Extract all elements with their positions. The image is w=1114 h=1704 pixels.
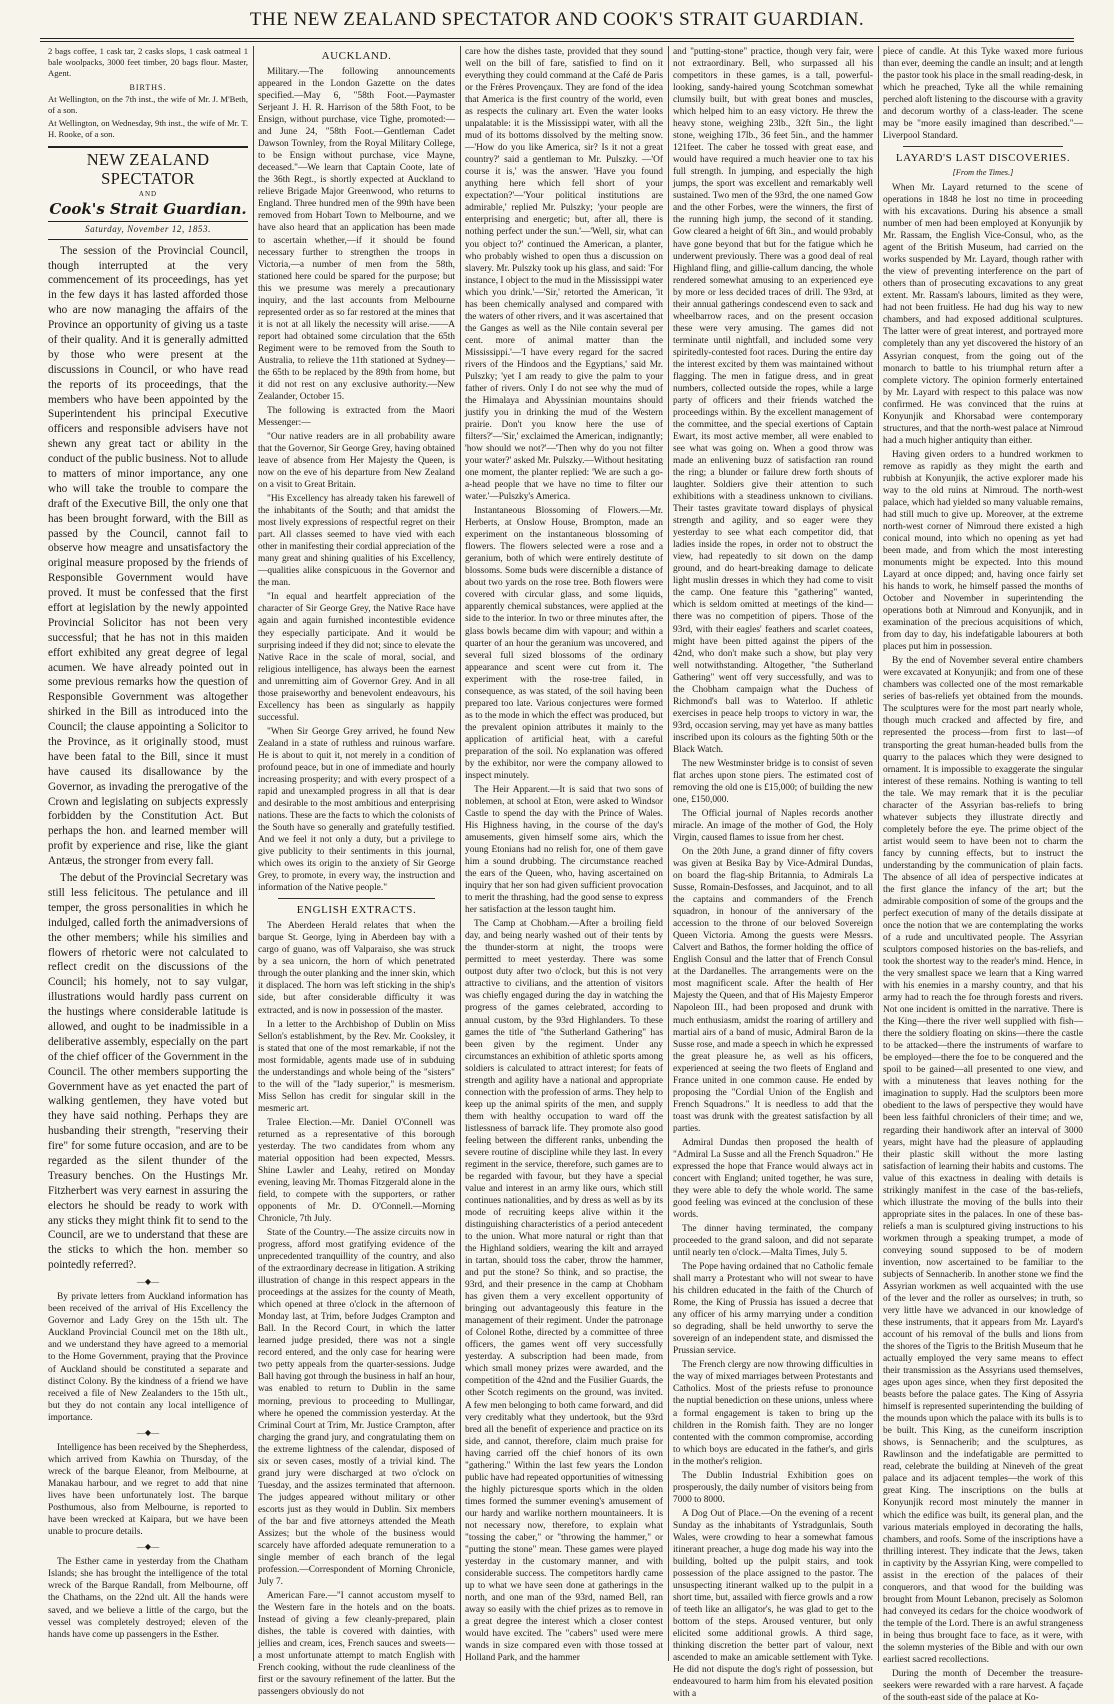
- section-heading-layard: LAYARD'S LAST DISCOVERIES.: [895, 152, 1071, 165]
- article-paragraph: The Aberdeen Herald relates that when the barque St. George, lying in Aberdeen bay with a cargo of guano, was off Valparaiso, she was struck by a sea unicorn, the horn of which penetrated through the outer planking and the inner skin, which it displaced. The horn was left sticking in the ship's side, but after considerable difficulty it was extracted, and is now in possession of the master.: [258, 921, 455, 1016]
- section-heading-english-extracts: ENGLISH EXTRACTS.: [296, 904, 417, 917]
- section-divider: —◆—: [136, 1277, 160, 1287]
- article-paragraph: In a letter to the Archbishop of Dublin on Miss Sellon's establishment, by the Rev. Mr. Cooksley, it is stated that one of the most remarkable, if not the most formidable, agents made use of in subduing the understandings and whole being of the "sisters" to the will of the "lady superior," is mesmerism. Miss Sellon has credit for singular skill in the mesmeric art.: [258, 1019, 455, 1114]
- article-paragraph: The Dublin Industrial Exhibition goes on prosperously, the daily number of visitors being from 7000 to 8000.: [673, 1470, 873, 1505]
- article-paragraph: A Dog Out of Place.—On the evening of a recent Sunday as the inhabitants of Ystradgunlais, South Wales, were crowding to hear a somewhat famous itinerant preacher, a huge dog made his way into the building, bolted up the pulpit stairs, and took possession of the place assigned to the pastor. The unsuspecting itinerant walked up to the pulpit in a short time, but, assailed with fierce growls and a row of teeth like an alligator's, he was glad to get to the bottom of the steps. Aroused venturer, but only elicited some additional growls. A third sage, thinking discretion the better part of valour, next ascended to make an amicable settlement with Tyke. He did not dispute the dog's right of possession, but endeavoured to harm him from his elevated position with a: [673, 1508, 873, 1700]
- article-paragraph: "When Sir George Grey arrived, he found New Zealand in a state of ruthless and ruinous warfare. He is about to quit it, not merely in a condition of profound peace, but in one of immediate and hourly increasing prosperity; and with every prospect of a rapid and unexampled progress in all that is dear and desirable to the most ambitious and enterprising nations. These are the facts to which the colonists of the South have so generally and gratefully testified. And we feel it not only a duty, but a privilege to give publicity to their sentiments in this journal, which owes its origin to the anxiety of Sir George Grey, to promote, in every way, the instruction and information of the Native people.": [258, 726, 455, 894]
- section-divider: —◆—: [136, 1542, 160, 1552]
- section-heading-auckland: AUCKLAND.: [321, 50, 392, 62]
- article-paragraph: Having given orders to a hundred workmen to remove as rapidly as they might the earth and rubbish at Konyunjik, the active explorer made his way to the old ruins at Nimroud. The north-west palace, which had yielded so many valuable remains, had still much to give up. Moreover, at the extreme north-west corner of Nimroud there existed a high conical mound, into which no opening as yet had been made, and from which the most interesting monuments might be expected. Into this mound Layard at once dipped; and, having once fairly set his hands to work, he himself passed the months of October and November in superintending the operations both at Nimroud and Konyunjik, and in examination of the precious acquisitions of which, from day to day, his indefatigable labourers at both places put him in possession.: [883, 449, 1083, 653]
- article-paragraph: Military.—The following announcements appeared in the London Gazette on the dates specified.—May 6, "58th Foot.—Paymaster Serjeant J. H. R. Harrison of the 58th Foot, to be Ensign, without purchase, vice Tighe, promoted:—and June 24, "58th Foot.—Gentleman Cadet Dawson Townley, from the Royal Military College, to be Ensign without purchase, vice Mayne, deceased."—We learn that Captain Coote, late of the 36th Regt., is shortly expected at Auckland to relieve Brigade Major Greenwood, who returns to England. Three hundred men of the 99th have been removed from Hobart Town to Melbourne, and we have also heard that an application has been made to ascertain whether,—if it should be found necessary further to strengthen the troops in Victoria,—a number of men from the 58th, stationed here could be spared for the purpose; but this we presume was merely a precautionary inquiry, and the last accounts from Melbourne represented order as so far restored at the mines that it is not at all likely the necessity will arise.——A report had obtained some circulation that the 65th Regiment were to be removed from the South to Australia, to relieve the 11th stationed at Sydney—the 65th to be replaced by the 89th from home, but it did not rest on any exclusive authority.—New Zealander, October 15.: [258, 67, 455, 402]
- masthead-rule: [40, 38, 1074, 39]
- article-paragraph: piece of candle. At this Tyke waxed more furious than ever, deeming the candle an insult; and at length the pastor took his place in the small reading-desk, in which he preached, Tyke all the while remaining perched aloft listening to the discourse with a gravity and decorum worthy of a class-leader. The scene may be "more easily imagined than described."—Liverpool Standard.: [883, 47, 1083, 142]
- editorial-paragraph: The debut of the Provincial Secretary was still less felicitous. The petulance and ill temper, the gross personalities in which he indulged, called forth the animadversions of the other members; while his similies and flowers of rhetoric were not calculated to reflect credit on the discussions of the Council; his homely, not to say vulgar, illustrations would hardly pass current on the hustings where considerable latitude is allowed, and ought to be inadmissible in a deliberative assembly, especially on the part of the chief officer of the Government in the Council. The other members supporting the Government have as yet enacted the part of walking gentlemen, they have voted but they have said nothing. Perhaps they are husbanding their strength, "reserving their fire" for some future occasion, and are to be regarded as the silent thunder of the Treasury benches. On the Hustings Mr. Fitzherbert was very earnest in assuring the electors he should be ready to work with any sticks they might think fit to send to the Council, are we to understand that these are the sticks to which the hon. member so pointedly referred?.: [48, 872, 248, 1272]
- article-paragraph: Tralee Election.—Mr. Daniel O'Connell was returned as a representative of this borough yesterday. The two candidates from whom any material opposition had been expected, Messrs. Shine Lawler and Leahy, retired on Monday evening, leaving Mr. Thomas Fitzgerald alone in the field, to compete with the supporters, or rather opponents of Mr. D. O'Connell.—Morning Chronicle, 7th July.: [258, 1117, 455, 1225]
- article-paragraph: Instantaneous Blossoming of Flowers.—Mr. Herberts, at Onslow House, Brompton, made an experiment on the instantaneous blossoming of flowers. The flowers selected were a rose and a geranium, both of which were entirely destitute of blossoms. Some buds were discernible a distance of about two yards on the rose tree. Both flowers were covered with circular glass, and some liquids, apparently chemical substances, were applied at the side to the interior. In two or three minutes after, the glass bowls became dim with vapour; and within a quarter of an hour the geranium was uncovered, and several full sized blossoms of the ordinary appearance and scent were cut from it. The experiment with the rose-tree failed, in consequence, as was stated, of the soil having been prepared too late. Various conjectures were formed as to the mode in which the effect was produced, but the prevalent opinion attributes it mainly to the application of artificial heat, with a careful preparation of the soil. No explanation was offered by the exhibitor, nor were the company allowed to inspect minutely.: [465, 506, 663, 781]
- column-rule: [878, 46, 879, 1661]
- births-heading: BIRTHS.: [129, 83, 167, 92]
- article-paragraph: On the 20th June, a grand dinner of fifty covers was given at Besika Bay by Vice-Admiral Dundas, on board the flag-ship Britannia, to Admirals La Susse, Romain-Desfosses, and Jacquinot, and to all the captains and commanders of the French squadron, in honour of the anniversary of the accession to the throne of our beloved Sovereign Queen Victoria. Among the guests were Messrs. Calvert and Bathos, the former holding the office of English Consul and the latter that of French Consul at the Dardanelles. The arrangements were on the most magnificent scale. After the health of Her Majesty the Queen, and that of His Majesty Emperor Napoleon III., had been proposed and drunk with much enthusiasm, amidst the roaring of artillery and martial airs of a band of music, Admiral Baron de la Susse rose, and made a speech in which he expressed the great pleasure he, as well as his officers, experienced at seeing the two fleets of England and France united in one common cause. He ended by proposing the "Cordial Union of the English and French Squadrons." It is needless to add that the toast was drunk with the greatest satisfaction by all parties.: [673, 847, 873, 1134]
- column-rule: [668, 46, 669, 1661]
- article-paragraph: The Camp at Chobham.—After a broiling field day, and being nearly washed out of their tents by the thunder-storm at night, the troops were permitted to meet yesterday. There was some outpost duty after two o'clock, but this is not very attractive to civilians, and the attention of visitors was chiefly engaged during the day in watching the progress of the games celebrated, according to annual custom, by the 93rd Highlanders. To these games the title of "the Sutherland Gathering" has been given by the regiment. Under any circumstances an exhibition of athletic sports among soldiers is calculated to attract interest; for feats of strength and agility have a national and appropriate connection with the profession of arms. They help to keep up the animal spirits of the men, and supply them with healthy occupation to ward off the listlessness of barrack life. They promote also good feeling between the different ranks, unbending the severe routine of discipline while they last. In every regiment in the service, therefore, such games are to be regarded with favour, but they have a special value and interest in an army like ours, which still continues nationalities, and by dress as well as by its mode of recruiting keeps alive within it the distinguishing characteristics of a period antecedent to the union. What more natural or right than that the Highland soldiers, wearing the kilt and arrayed in tartan, should toss the caber, throw the hammer, and put the stone? So think, and so practise, the 93rd, and their presence in the camp at Chobham has given them a very excellent opportunity of bringing out advantageously this feature in the management of their regiment. Under the patronage of Colonel Rothe, directed by a committee of three officers, the games went off very successfully yesterday. A subscription had been made, from which small money prizes were awarded, and the competition of the 42nd and the Fusilier Guards, the other Scotch regiments on the ground, was invited. A few men belonging to both came forward, and did very creditably what they undertook, but the 93rd bred all the benefit of experience and practice on its side, and cannot, therefore, claim much praise for having carried off the chief honors of its own "gathering." Within the last few years the London public have had repeated opportunities of witnessing the highly picturesque sports which in the olden times formed the summer evening's amusement of our hardy and warlike northern mountaineers. It is not necessary now, therefore, to explain what "tossing the caber," or "throwing the hammer," or "putting the stone" mean. These games were played yesterday in the customary manner, and with considerable success. The competitors hardly came up to what we have seen done at gatherings in the north, and one man of the 93rd, named Bell, ran away so easily with the chief prizes as to remove in a great degree the interest which a closer contest would have excited. The "cabers" used were mere wands in size compared even with those tossed at Holland Park, and the hammer: [465, 919, 663, 1664]
- shipping-cargo: 2 bags coffee, 1 cask tar, 2 casks slops, 1 cask oatmeal 1 bale woolpacks, 3000 feet timber, 20 bags flour. Master, Agent.: [48, 46, 248, 78]
- article-paragraph: care how the dishes taste, provided that they sound well on the bill of fare, satisfied to find on it everything they could command at the Café de Paris or the Frères Provençaux. They are fond of the idea that America is the first country of the world, even as respects the culinary art. Even the water looks unpalatable: it is the Mississippi water, with all the mud of its bottoms dissolved by the melting snow.—'How do you like America, sir? Is it not a great country?' said a gentleman to Mr. Pulszky. —'Of course it is,' was the answer. 'Have you found anything here which fell short of your expectation?'—'Your political institutions are admirable,' replied Mr. Pulszky; 'your people are enterprising and energetic; but, after all, there is nothing perfect under the sun.'—'Well, sir, what can you object to?' continued the American, a planter, who probably wished to open thus a discussion on slavery. Mr. Pulszky took up his glass, and said: 'For instance, I object to the mud in the Mississippi water which you drink.'—'Sir,' retorted the American, 'it has been chemically analysed and compared with the waters of other rivers, and it was ascertained that the Ganges as well as the Nile contain several per cent. more of animal matter than the Mississippi.'—'I have every regard for the sacred rivers of the Hindoos and the Egyptians,' said Mr. Pulszky; 'yet I am ready to give the palm to your father of rivers. Only I do not see why the mud of the Himalaya and Abyssinian mountains should justify you in drinking the mud of the Western prairie. Don't you know here the use of filters?'—'Sir,' exclaimed the American, indignantly; 'how should we not?'—'Then why do you not filter your water?' asked Mr. Pulszky.—Without hesitating one moment, the planter replied: 'We are such a go-a-head people that we have no time to filter our water.'—Pulszky's America.: [465, 47, 663, 503]
- article-paragraph: When Mr. Layard returned to the scene of operations in 1848 he lost no time in proceeding with his excavations. During his absence a small number of men had been employed at Konyunjik by Mr. Rassam, the English Vice-Consul, who, as the agent of the British Museum, had carried on the works suspended by Mr. Layard, though rather with the view of preventing interference on the part of others than of prosecuting excavations to any great extent. Mr. Rassam's labours, limited as they were, had not been fruitless. He had dug his way to new chambers, and had exposed additional sculptures. The latter were of great interest, and portrayed more completely than any yet discovered the history of an Assyrian conquest, from the going out of the monarch to battle to his triumphal return after a complete victory. The opinion formerly entertained by Mr. Layard with respect to this palace was now confirmed. He was convinced that the ruins at Konyunjik and Khorsabad were contemporary structures, and that the north-west palace at Nimroud had a much higher antiquity than either.: [883, 183, 1083, 446]
- nameplate-title: NEW ZEALAND SPECTATOR: [86, 150, 210, 189]
- article-paragraph: The French clergy are now throwing difficulties in the way of mixed marriages between Protestants and Catholics. Most of the priests refuse to pronounce the nuptial benediction on these unions, unless where a formal engagement is taken to bring up the children in the Romish faith. They are no longer contented with the common compromise, according to which boys are educated in the father's, and girls in the mother's religion.: [673, 1360, 873, 1467]
- nameplate-and: AND: [138, 190, 158, 199]
- news-paragraph: Intelligence has been received by the Shepherdess, which arrived from Kawhia on Thursday, of the wreck of the barque Eleanor, from Melbourne, at Manakau harbour, and we regret to add that nine lives have been unfortunately lost. The barque Posthumous, also from Melbourne, is reported to have been wrecked at Kaipara, but we have been unable to procure details.: [48, 1442, 248, 1538]
- article-paragraph: State of the Country.—The assize circuits now in progress, afford most gratifying evidence of the unprecedented tranquillity of the country, and also of the extraordinary decrease in litigation. A striking illustration of change in this respect appears in the proceedings at the assizes for the county of Meath, which opened at three o'clock in the afternoon of Monday last, at Trim, before Judges Crampton and Ball. In the Record Court, in which the latter learned judge presided, there was not a single record entered, and the only case for hearing were two petty appeals from the quarter-sessions. Judge Ball having got through the business in half an hour, was enabled to return to Dublin in the same morning, previous to proceeding to Mullingar, where he opened the commission yesterday. At the Criminal Court at Trim, Mr. Justice Crampton, after charging the grand jury, and congratulating them on the extreme lightness of the calendar, disposed of six or seven cases, mostly of a trivial kind. The grand jury were discharged at two o'clock on Tuesday, and the assizes terminated that afternoon. The judges appeared without military or other escorts just as they would in Dublin. Six members of the bar and five attorneys attended the Meath Assizes; but the whole of the business would scarcely have afforded adequate remuneration to a single member of each branch of the legal profession.—Correspondent of Morning Chronicle, July 7.: [258, 1228, 455, 1587]
- column-rule: [253, 46, 254, 1661]
- editorial-paragraph: The session of the Provincial Council, though interrupted at the very commencement of its proceedings, has yet in the few days it has lasted afforded those who are now managing the affairs of the Province an opportunity of giving us a taste of their quality. And it is generally admitted by those who were present at the discussions in Council, or who have read the reports of its proceedings, that the members who have been appointed by the Superintendent his principal Executive officers and responsible advisers have not shewn any great tact or ability in the conduct of the public business. Not to allude to matters of minor importance, any one who will take the trouble to compare the draft of the Executive Bill, the only one that has been brought forward, with the Bill as passed by the Council, cannot fail to observe how meagre and unsatisfactory the original measure proposed by the friends of Responsible Government would have proved. It must be confessed that the first effort at legislation by the newly appointed Provincial Solicitor has not been very successful; that he has not in this maiden effort exhibited any great degree of legal acumen. We have already pointed out in some previous remarks how the question of Responsible Government was altogether shirked in the Bill as introduced into the Council; the clause appointing a Solicitor to the Province, as it originally stood, must have been fatal to the Bill, since it must have caused its disallowance by the Governor, as invading the prerogative of the Crown and legislating on subjects expressly forbidden by the Constitution Act. But perhaps the hon. and learned member will profit by experience and rise, like the giant Antæus, the stronger from every fall.: [48, 244, 248, 868]
- column-4: [673, 46, 873, 1700]
- article-paragraph: The Pope having ordained that no Catholic female shall marry a Protestant who will not swear to have his children educated in the faith of the Church of Rome, the King of Prussia has issued a decree that any officer of his army marrying under a condition so degrading, shall be held unworthy to serve the sovereign of an independent state, and dismissed the Prussian service.: [673, 1262, 873, 1357]
- article-paragraph: American Fare.—"I cannot accustom myself to the Western fare in the hotels and on the boats. Instead of giving a few cleanly-prepared, plain dishes, the table is covered with dainties, with jellies and cream, ices, French sauces and sweets—a most unfortunate attempt to match English with French cooking, without the rude cleanliness of the first or the savoury refinement of the latter. But the passengers obviously do not: [258, 1591, 455, 1698]
- column-1: [48, 46, 248, 1661]
- article-paragraph: The new Westminster bridge is to consist of seven flat arches upon stone piers. The estimated cost of removing the old one is £15,000; of building the new one, £150,000.: [673, 758, 873, 805]
- section-rule: [903, 146, 1063, 147]
- article-paragraph: and "putting-stone" practice, though very fair, were not extraordinary. Bell, who surpassed all his competitors in these games, is a tall, powerful-looking, sandy-haired young Scotchman somewhat clumsily built, but with great bones and muscles, which helped him to an easy victory. He threw the heavy stone, weighing 23lb., 32ft 5in., the light stone, weighing 17lb., 36 feet 5in., and the hammer 121feet. The caber he tossed with great ease, and would have required a much heavier one to tax his full strength. In jumping, and especially the high jumps, the sport was excellent and remarkably well sustained. Two men of the 93rd, the one named Gow and the other Forbes, were the winners, the first of the running high jump, the second of it standing. Gow cleared a height of 6ft 3in., and would probably have gone beyond that but for the fatigue which he underwent previously. There was a good deal of real Highland fling, and gillie-callum dancing, the whole rendered somewhat amusing to an experienced eye by more or less decided traces of drill. The 93rd, at their annual gatherings condescend even to sack and wheelbarrow races, and on the present occasion these were very amusing. The games did not terminate until nightfall, and included some very spiritedly-contested foot races. During the entire day the interest excited by them was maintained without flagging. The men in fatigue dress, and in great numbers, collected outside the ropes, while a large party of officers and their friends watched the proceedings within. By the excellent management of the committee, and the special exertions of Captain Ewart, its most active member, all were enabled to see what was going on. When a good throw was made an enlivening buzz of satisfaction ran round the ring; a blunder or failure drew forth shouts of laughter. Soldiers give their attention to such exhibitions with a steadiness unknown to civilians. Their tastes gravitate toward displays of physical strength and agility, and so eager were they yesterday to see what each competitor did, that ladies inside the ropes, in order not to obstruct the view, had repeatedly to sit down on the damp ground, and do heart-breaking damage to delicate light muslin dresses in which they had come to visit the camp. One feature this "gathering" wanted, which is seldom omitted at meetings of the kind—there was no competition of pipers. Those of the 93rd, with their eagles' feathers and scarlet coatees, might have been pitted against the pipers of the 42nd, who don't make such a show, but play very well notwithstanding. Altogether, "the Sutherland Gathering" went off very successfully, and was to the Chobham campaign what the Duchess of Richmond's ball was to Waterloo. If athletic exercises in peace help troops to victory in war, the 93rd, occasion serving, may yet have as many battles inscribed upon its colours as the fighting 50th or the Black Watch.: [673, 47, 873, 755]
- running-head-title: THE NEW ZEALAND SPECTATOR AND COOK'S STRAIT GUARDIAN.: [249, 9, 865, 30]
- article-paragraph: The Heir Apparent.—It is said that two sons of noblemen, at school at Eton, were asked to Windsor Castle to spend the day with the Prince of Wales. His Highness having, in the course of the day's amusements, given himself some airs, which the young Etonians had no relish for, one of them gave him a sound drubbing. The circumstance reached the ears of the Queen, who, having ascertained on inquiry that her son had given sufficient provocation to merit the thrashing, had the good sense to express her satisfaction at the lesson taught him.: [465, 784, 663, 916]
- running-head: [0, 0, 1114, 40]
- news-paragraph: The Esther came in yesterday from the Chatham Islands; she has brought the intelligence of the total wreck of the Barque Randall, from Melbourne, off the Chathams, on the 22nd ult. All the hands were saved, and we believe a little of the cargo, but the vessel was completely destroyed; eleven of the hands have come up passengers in the Esther.: [48, 1557, 248, 1640]
- nameplate-subtitle: Cook's Strait Guardian.: [49, 200, 247, 219]
- column-rule: [460, 46, 461, 1661]
- article-paragraph: "His Excellency has already taken his farewell of the inhabitants of the South; and that amidst the most lively expressions of respectful regret on their part. All classes seemed to have vied with each other in manifesting their cordial appreciation of the many great and shining qualities of his Excellency,—qualities alike conspicuous in the Governor and the man.: [258, 494, 455, 589]
- column-3: [465, 46, 663, 1664]
- article-paragraph: By the end of November several entire chambers were excavated at Konyunjik; and from one of these chambers was collected one of the most remarkable series of bas-reliefs yet obtained from the mounds. The sculptures were for the most part nearly whole, though much cracked and affected by fire, and represented the process—from first to last—of transporting the great human-headed bulls from the quarry to the palaces which they were designed to ornament. It is impossible to exaggerate the singular interest of these remains. Nothing is wanting to tell the tale. We may remark that it is the peculiar character of the Assyrian bas-reliefs to bring whatever subjects they illustrate directly and completely before the eye. The prime object of the artist would seem to have been not to charm the fancy by cunning effects, but to instruct the understanding by the communication of plain facts. The absence of all idea of perspective indicates at the first glance the infancy of the art; but the admirable composition of some of the groups and the perfect execution of many of the details dissipate at once the notion that we are contemplating the works of a rude and uncultivated people. The Assyrian sculptors composed histories on the bas-reliefs, and took the shortest way to the reader's mind. Hence, in the very smallest space we learn that a King warred with his enemies in a marshy country, and that his army had to reach the foe through forests and rivers. Not one incident is omitted in the narrative. There is the King—there the river well supplied with fish—there the soldiery floating on skins—there the castle to be attacked—there the instruments of warfare to be employed—there the foe to be conquered and the spoil to be gained—all presented to one view, and with a minuteness that leaves nothing for the imagination to supply. Had the sculptors been more obedient to the laws of perspective they would have been less faithful chroniclers of their time; and we, regarding their handiwork after an interval of 3000 years, might have had the pleasure of applauding their plastic skill without the more lasting satisfaction of learning their habits and customs. The value of this exactness in dealing with details is strikingly manifest in the case of the bas-reliefs, which illustrate the moving of the bulls into their appropriate sites in the palaces. In one of these bas-reliefs a man is sculptured giving instructions to his workmen through a speaking trumpet, a mode of conveying sound supposed to be of modern invention, now ascertained to be familiar to the subjects of Sennacherib. In another stone we find the Assyrian workmen as well acquainted with the use of the lever and the roller as ourselves; in truth, so very little have we advanced in our knowledge of these instruments, that it appears from Mr. Layard's account of his removal of the bulls and lions from the shores of the Tigris to the British Museum that he actually employed the very same means to effect their transmission as the Assyrians used themselves, ages upon ages since, when they first deposited the beasts before the palace gates. The King of Assyria himself is represented superintending the building of the mounds upon which the palace with its bulls is to be built. This King, as the cuneiform inscription shows, is Sennacherib; and the sculptures, as Rawlinson and the indefatigable are permitted to read, celebrate the building at Nineveh of the great palace and its adjacent temples—the work of this great King. The inscriptions on the bulls at Konyunjik record most minutely the manner in which the edifice was built, its general plan, and the various materials employed in decorating the halls, chambers, and roofs. Some of the inscriptions have a thrilling interest. They indicate that the Jews, taken in captivity by the Assyrian King, were compelled to assist in the erection of the palaces of their conquerors, and that wood for the building was brought from Mount Lebanon, precisely as Solomon had conveyed its cedars for the choice woodwork of the temple of the Lord. There is an awful strangeness in being thus brought face to face, as it were, with the solemn mysteries of the Bible and with our own earliest sacred recollections.: [883, 656, 1083, 1665]
- news-paragraph: By private letters from Auckland information has been received of the arrival of His Excellency the Governor and Lady Grey on the 15th ult. The Auckland Provincial Council met on the 18th ult., and we understand they have agreed to a memorial to the Home Government, praying that the Province of Auckland should be constituted a separate and distinct Colony. By the kindness of a friend we have received a file of New Zealanders to the 15th ult., but they do not contain any local intelligence of importance.: [48, 1292, 248, 1423]
- source-credit: [From the Times.]: [952, 168, 1014, 178]
- article-paragraph: "Our native readers are in all probability aware that the Governor, Sir George Grey, having obtained leave of absence from Her Majesty the Queen, is now on the eve of his departure from New Zealand on a visit to Great Britain.: [258, 432, 455, 491]
- column-5: [883, 46, 1083, 1703]
- issue-date: Saturday, November 12, 1853.: [48, 221, 248, 236]
- article-paragraph: The following is extracted from the Maori Messenger:—: [258, 405, 455, 428]
- birth-notice: At Wellington, on the 7th inst., the wife of Mr. J. M'Beth, of a son.: [48, 94, 248, 116]
- section-divider: —◆—: [136, 1427, 160, 1437]
- article-paragraph: Admiral Dundas then proposed the health of "Admiral La Susse and all the French Squadron." He expressed the hope that France would always act in concert with England; united together, he was sure, they were able to defy the whole world. The same good feeling was evinced at the conclusion of these words.: [673, 1137, 873, 1220]
- nameplate: [48, 146, 248, 239]
- article-paragraph: The dinner having terminated, the company proceeded to the grand saloon, and did not separate until nearly ten o'clock.—Malta Times, July 5.: [673, 1224, 873, 1259]
- article-paragraph: The Official journal of Naples records another miracle. An image of the mother of God, the Holy Virgin, caused flames to issue from her chest.: [673, 808, 873, 844]
- birth-notice: At Wellington, on Wednesday, 9th inst., the wife of Mr. T. H. Rooke, of a son.: [48, 118, 248, 140]
- article-paragraph: "In equal and heartfelt appreciation of the character of Sir George Grey, the Native Race have again and again furnished incontestible evidence they especially participate. And it would be surprising indeed if they did not; since to elevate the Native Race in the scale of moral, social, and religious intelligence, has always been the earnest and unremitting aim of Governor Grey. And in all those praiseworthy and benevolent endeavours, his Excellency has been as singularly as happily successful.: [258, 592, 455, 723]
- editorial: [48, 244, 248, 1273]
- column-2: [258, 46, 455, 1698]
- article-paragraph: During the month of December the treasure-seekers were rewarded with a rare harvest. A façade of the south-east side of the palace at Ko-: [883, 1668, 1083, 1703]
- section-rule: [278, 898, 435, 899]
- masthead-rule-lower: [40, 41, 1074, 42]
